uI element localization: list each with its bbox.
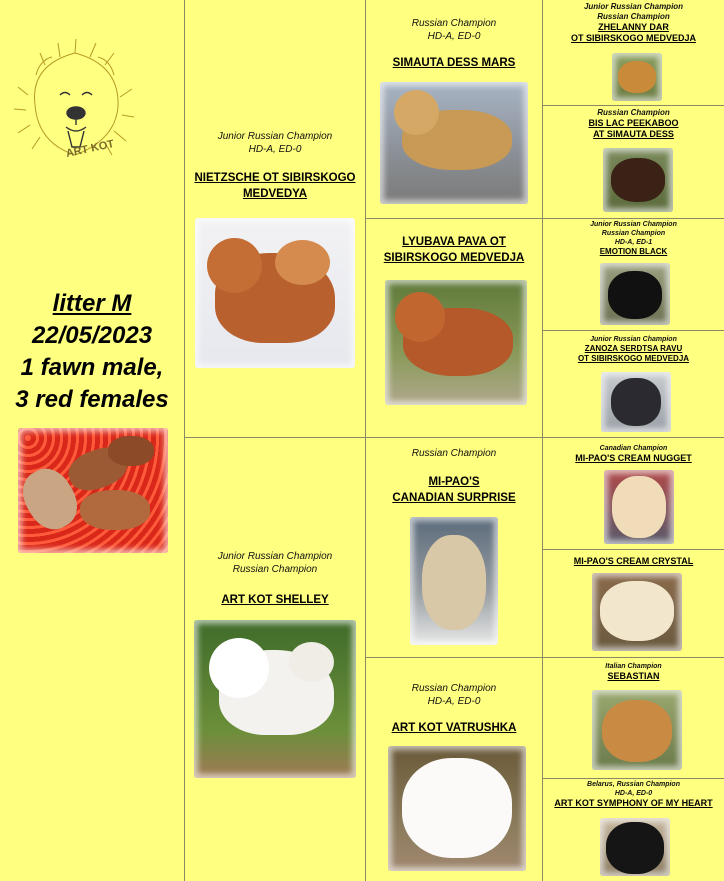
dam-title-2: Russian Champion xyxy=(232,564,318,575)
kennel-logo xyxy=(10,35,140,175)
g3-title: Russian Champion xyxy=(597,108,670,117)
litter-date: 22/05/2023 xyxy=(31,322,153,349)
g3-photo-4 xyxy=(601,372,671,432)
dam-photo xyxy=(194,620,356,778)
g3-cell-5 xyxy=(543,444,724,464)
g3-title: Russian Champion xyxy=(597,12,670,21)
puppies-photo xyxy=(18,428,168,553)
dam-dam-name[interactable]: ART KOT VATRUSHKA xyxy=(391,722,517,734)
sire-cell xyxy=(185,130,365,202)
g3-photo-3 xyxy=(600,263,670,325)
sire-sire-photo xyxy=(380,82,528,204)
g3-name[interactable]: BIS LAC PEEKABOO AT SIMAUTA DESS xyxy=(588,118,679,139)
dam-sire-photo xyxy=(410,517,498,645)
g3-cell-7 xyxy=(543,662,724,682)
sire-sire-title: Russian Champion xyxy=(411,18,497,29)
grid-divider xyxy=(365,218,724,219)
sire-dam-photo xyxy=(385,280,527,405)
grid-divider xyxy=(542,549,724,550)
dam-name[interactable]: ART KOT SHELLEY xyxy=(221,594,329,606)
litter-info xyxy=(0,288,184,416)
sire-sire-cell xyxy=(366,17,542,71)
g3-name[interactable]: ZHELANNY DAR OT SIBIRSKOGO MEDVEDJA xyxy=(570,22,696,43)
g3-cell-3 xyxy=(543,220,724,257)
sire-health: HD-A, ED-0 xyxy=(248,144,302,155)
sire-title: Junior Russian Champion xyxy=(217,131,333,142)
sire-dam-name[interactable]: LYUBAVA PAVA OT SIBIRSKOGO MEDVEDJA xyxy=(383,236,525,264)
dam-dam-health: HD-A, ED-0 xyxy=(427,696,481,707)
grid-divider xyxy=(542,105,724,106)
g3-cell-8 xyxy=(543,780,724,809)
g3-cell-1 xyxy=(543,2,724,44)
g3-cell-2 xyxy=(543,108,724,140)
g3-title: Belarus, Russian Champion xyxy=(587,781,680,788)
sire-photo xyxy=(195,218,355,368)
dam-sire-cell xyxy=(366,447,542,506)
litter-count-females: 3 red females xyxy=(15,386,169,413)
g3-photo-2 xyxy=(603,148,673,212)
g3-name[interactable]: MI-PAO'S CREAM NUGGET xyxy=(575,453,692,463)
g3-title: Junior Russian Champion xyxy=(583,2,684,11)
g3-name[interactable]: MI-PAO'S CREAM CRYSTAL xyxy=(573,556,694,566)
g3-title: Junior Russian Champion xyxy=(590,336,677,343)
dam-sire-title: Russian Champion xyxy=(411,448,497,459)
sire-name[interactable]: NIETZSCHE OT SIBIRSKOGO MEDVEDYA xyxy=(194,172,356,200)
dam-dam-title: Russian Champion xyxy=(411,683,497,694)
grid-divider xyxy=(542,778,724,779)
litter-heading: litter M xyxy=(52,290,132,317)
g3-photo-6 xyxy=(592,573,682,651)
g3-title: HD-A, ED-0 xyxy=(614,790,653,797)
dam-sire-name[interactable]: MI-PAO'S CANADIAN SURPRISE xyxy=(392,476,516,504)
grid-divider xyxy=(542,330,724,331)
sire-dam-cell xyxy=(366,234,542,266)
dam-dam-cell xyxy=(366,682,542,736)
grid-divider xyxy=(184,437,724,438)
dam-title: Junior Russian Champion xyxy=(217,551,333,562)
g3-name[interactable]: ART KOT SYMPHONY OF MY HEART xyxy=(554,798,713,808)
g3-name[interactable]: SEBASTIAN xyxy=(607,671,660,681)
g3-name[interactable]: ZANOZA SERDTSA RAVU OT SIBIRSKOGO MEDVEDJA xyxy=(577,344,690,363)
g3-cell-4 xyxy=(543,335,724,364)
g3-photo-5 xyxy=(604,470,674,544)
dam-cell xyxy=(185,550,365,608)
g3-photo-7 xyxy=(592,690,682,770)
g3-photo-8 xyxy=(600,818,670,876)
g3-title: Italian Champion xyxy=(605,663,662,670)
g3-photo-1 xyxy=(612,53,662,101)
grid-divider xyxy=(365,657,724,658)
g3-cell-6 xyxy=(543,556,724,567)
g3-name[interactable]: EMOTION BLACK xyxy=(599,247,668,256)
litter-count-males: 1 fawn male, xyxy=(20,354,164,381)
g3-title: Russian Champion xyxy=(601,230,666,237)
sire-sire-health: HD-A, ED-0 xyxy=(427,31,481,42)
g3-title: HD-A, ED-1 xyxy=(614,239,653,246)
logo-text: ART KOT xyxy=(64,138,116,160)
g3-title: Junior Russian Champion xyxy=(590,221,677,228)
sire-sire-name[interactable]: SIMAUTA DESS MARS xyxy=(392,57,516,69)
grid-divider xyxy=(365,0,366,881)
dam-dam-photo xyxy=(388,746,526,871)
g3-title: Canadian Champion xyxy=(599,445,668,452)
